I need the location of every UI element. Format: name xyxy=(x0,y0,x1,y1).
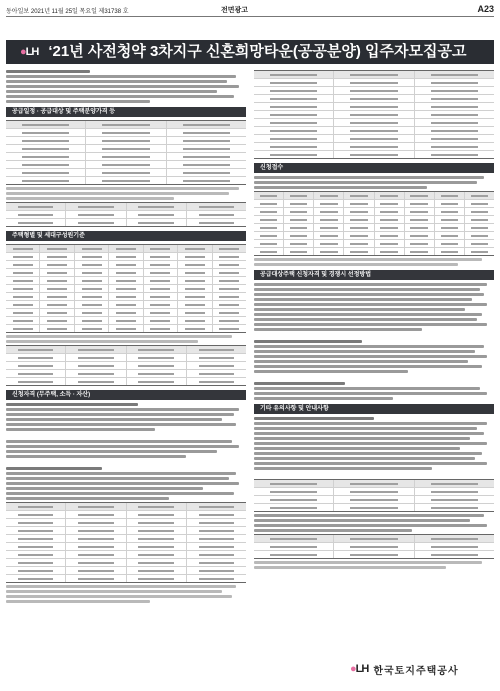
footer-signature xyxy=(350,660,490,678)
application-info-table xyxy=(254,70,494,159)
notice-table xyxy=(254,479,494,512)
household-table xyxy=(6,345,246,386)
lh-logo: ●LH xyxy=(20,46,39,58)
income-asset-table xyxy=(6,502,246,583)
right-column xyxy=(254,68,494,680)
section-heading: 공급일정 · 공급대상 및 주택분양가격 등 xyxy=(6,107,246,117)
section-heading: 공급대상주택 신청자격 및 경쟁시 선정방법 xyxy=(254,270,494,280)
section-heading: 신청접수 xyxy=(254,163,494,173)
organization-name: 한국토지주택공사 xyxy=(373,665,459,677)
contact-table xyxy=(254,534,494,559)
unit-type-table xyxy=(6,244,246,333)
section-heading: 기타 유의사항 및 안내사항 xyxy=(254,404,494,414)
masthead-section: 전면광고 xyxy=(221,7,249,14)
income-standard-table xyxy=(254,191,494,256)
section-heading: 주택형별 및 세대구성원기준 xyxy=(6,231,246,241)
masthead-date: 동아일보 2021년 11월 25일 목요일 제31738 호 xyxy=(6,9,129,15)
masthead xyxy=(6,4,494,17)
location-table xyxy=(6,202,246,227)
supply-schedule-table xyxy=(6,120,246,185)
left-column xyxy=(6,68,246,680)
lh-logo: ●LH xyxy=(350,663,369,675)
ad-title-band xyxy=(6,40,494,64)
section-heading: 신청자격 (무주택, 소득 · 자산) xyxy=(6,390,246,400)
ad-title: ‘21년 사전청약 3차지구 신혼희망타운(공공분양) 입주자모집공고 xyxy=(48,43,467,60)
page-number: A23 xyxy=(477,4,494,14)
